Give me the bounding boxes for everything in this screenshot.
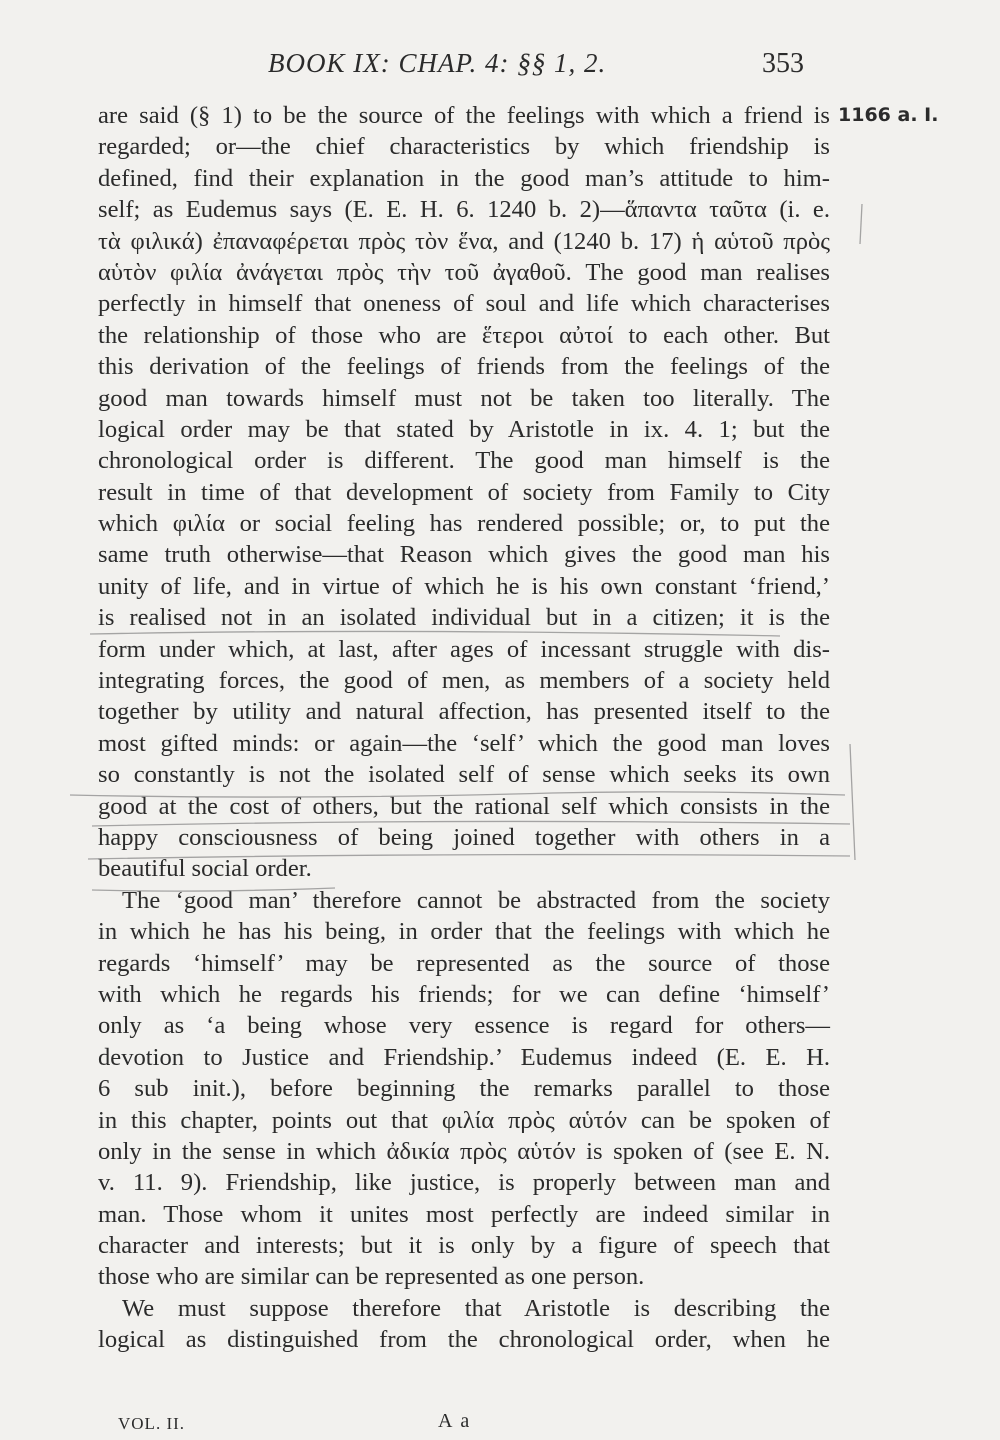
- text-line: αὑτὸν φιλία ἀνάγεται πρὸς τὴν τοῦ ἀγαθοῦ. The good man realises: [98, 258, 830, 286]
- sheet-mark: A a: [438, 1410, 472, 1432]
- text-line: are said (§ 1) to be the source of the feelings with which a friend is: [98, 102, 830, 129]
- margin-reference: 1166 a. I.: [838, 104, 939, 126]
- pencil-margin-line: [860, 204, 862, 244]
- text-line: regards ‘himself’ may be represented as the source of those: [98, 949, 830, 977]
- text-line: result in time of that development of society from Family to City: [98, 478, 830, 506]
- text-line: character and interests; but it is only by a figure of speech that: [98, 1232, 830, 1260]
- text-line: beautiful social order.: [98, 855, 312, 883]
- text-line: defined, find their explanation in the good man’s attitude to him-: [98, 164, 830, 192]
- text-line: the relationship of those who are ἕτεροι αὐτοί to each other. But: [98, 321, 830, 349]
- text-line: happy consciousness of being joined together with others in a: [98, 823, 830, 851]
- text-line: unity of life, and in virtue of which he is his own constant ‘friend,’: [98, 572, 830, 600]
- text-line: man. Those whom it unites most perfectly are indeed similar in: [98, 1200, 830, 1228]
- text-line: v. 11. 9). Friendship, like justice, is properly between man and: [98, 1169, 830, 1197]
- text-line: those who are similar can be represented as one person.: [98, 1263, 645, 1291]
- text-line: good at the cost of others, but the rational self which consists in the: [98, 792, 830, 820]
- page-header: [0, 44, 1000, 84]
- text-line: together by utility and natural affection, has presented itself to the: [98, 698, 830, 726]
- text-line: form under which, at last, after ages of incessant struggle with dis-: [98, 635, 830, 663]
- text-line: chronological order is different. The good man himself is the: [98, 447, 830, 475]
- text-line: logical as distinguished from the chronological order, when he: [98, 1326, 830, 1354]
- body-text: [98, 100, 830, 1356]
- text-line: which φιλία or social feeling has rendered possible; or, to put the: [98, 510, 830, 538]
- text-line: same truth otherwise—that Reason which gives the good man his: [98, 541, 830, 569]
- text-line: only in the sense in which ἀδικία πρὸς αὑτόν is spoken of (see E. N.: [98, 1137, 830, 1165]
- text-line: logical order may be that stated by Aristotle in ix. 4. 1; but the: [98, 415, 830, 443]
- text-line: We must suppose therefore that Aristotle is describing the: [122, 1294, 830, 1322]
- text-line: 6 sub init.), before beginning the remarks parallel to those: [98, 1075, 830, 1103]
- text-line: in this chapter, points out that φιλία πρὸς αὑτόν can be spoken of: [98, 1106, 830, 1134]
- text-line: devotion to Justice and Friendship.’ Eudemus indeed (E. E. H.: [98, 1043, 830, 1071]
- text-line: in which he has his being, in order that the feelings with which he: [98, 918, 830, 946]
- text-line: integrating forces, the good of men, as members of a society held: [98, 667, 830, 695]
- text-line: this derivation of the feelings of friends from the feelings of the: [98, 353, 830, 381]
- text-line: is realised not in an isolated individual but in a citizen; it is the: [98, 604, 830, 632]
- page-number: 353: [762, 48, 804, 79]
- text-line: The ‘good man’ therefore cannot be abstracted from the society: [122, 886, 830, 914]
- text-line: only as ‘a being whose very essence is regard for others—: [98, 1012, 830, 1040]
- pencil-margin-line: [850, 744, 855, 860]
- text-line: self; as Eudemus says (E. E. H. 6. 1240 b. 2)—ἅπαντα ταῦτα (i. e.: [98, 196, 830, 224]
- running-head: BOOK IX: CHAP. 4: §§ 1, 2.: [268, 48, 607, 78]
- text-line: regarded; or—the chief characteristics by which friendship is: [98, 133, 830, 161]
- signature-mark: VOL. II.: [118, 1414, 186, 1433]
- text-line: τὰ φιλικά) ἐπαναφέρεται πρὸς τὸν ἕνα, and (1240 b. 17) ἡ αὑτοῦ πρὸς: [98, 227, 830, 255]
- text-line: good man towards himself must not be taken too literally. The: [98, 384, 830, 412]
- text-line: so constantly is not the isolated self of sense which seeks its own: [98, 761, 830, 789]
- text-line: most gifted minds: or again—the ‘self’ which the good man loves: [98, 729, 830, 757]
- text-line: perfectly in himself that oneness of soul and life which characterises: [98, 290, 830, 318]
- text-line: with which he regards his friends; for we can define ‘himself’: [98, 980, 830, 1008]
